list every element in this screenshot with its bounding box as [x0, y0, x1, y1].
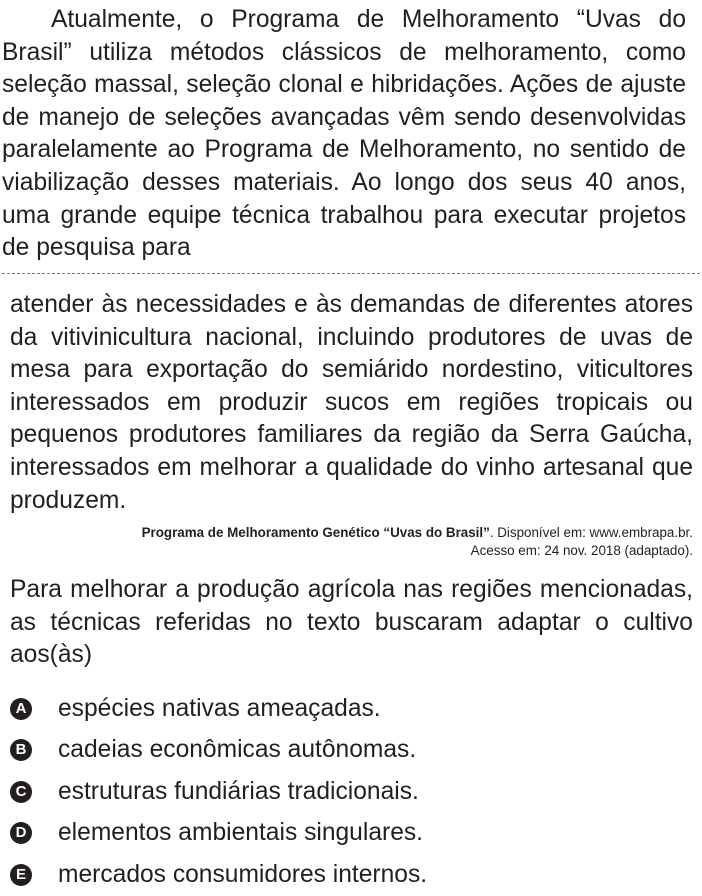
source-citation — [10, 524, 693, 560]
question-prompt: Para melhorar a produção agrícola nas regiões mencionadas, as técnicas referidas no texto buscaram adaptar o cultivo aos(às) — [10, 576, 693, 669]
option-d[interactable] — [10, 813, 690, 855]
option-b-letter-icon: B — [10, 739, 32, 761]
option-a-text: espécies nativas ameaçadas. — [58, 694, 381, 722]
source-availability: . Disponível em: www.embrapa.br. — [489, 525, 693, 540]
option-e[interactable] — [10, 854, 690, 896]
option-a-letter-icon: A — [10, 698, 32, 720]
option-d-letter-icon: D — [10, 822, 32, 844]
source-title: Programa de Melhoramento Genético “Uvas do Brasil” — [141, 525, 490, 540]
option-b-text: cadeias econômicas autônomas. — [58, 736, 417, 764]
option-d-text: elementos ambientais singulares. — [58, 819, 424, 847]
option-b[interactable] — [10, 730, 690, 772]
page-divider — [2, 273, 700, 274]
option-c-text: estruturas fundiárias tradicionais. — [58, 777, 419, 805]
answer-options — [10, 688, 690, 896]
option-e-letter-icon: E — [10, 864, 32, 886]
option-c-letter-icon: C — [10, 781, 32, 803]
option-e-text: mercados consumidores internos. — [58, 860, 428, 888]
text-paragraph-2: atender às necessidades e às demandas de diferentes atores da vitivinicultura nacional, incluindo produtores de uvas de mesa para exportação do semiárido nordestino, viticultores interessados em produzir sucos em regiões tropicais ou pequenos produtores familiares da região da Serra Gaúcha, interessados em melhorar a qualidade do vinho artesanal que produzem. — [10, 291, 693, 514]
text-paragraph-1: Atualmente, o Programa de Melhoramento “Uvas do Brasil” utiliza métodos clássicos de melhoramento, como seleção massal, seleção clonal e hibridações. Ações de ajuste de manejo de seleções avançadas vêm sendo desenvolvidas paralelamente ao Programa de Melhoramento, no sentido de viabilização desses materiais. Ao longo dos seus 40 anos, uma grande equipe técnica trabalhou para executar projetos de pesquisa para — [2, 6, 686, 262]
source-access-date: Acesso em: 24 nov. 2018 (adaptado). — [470, 543, 693, 558]
option-c[interactable] — [10, 771, 690, 813]
option-a[interactable] — [10, 688, 690, 730]
